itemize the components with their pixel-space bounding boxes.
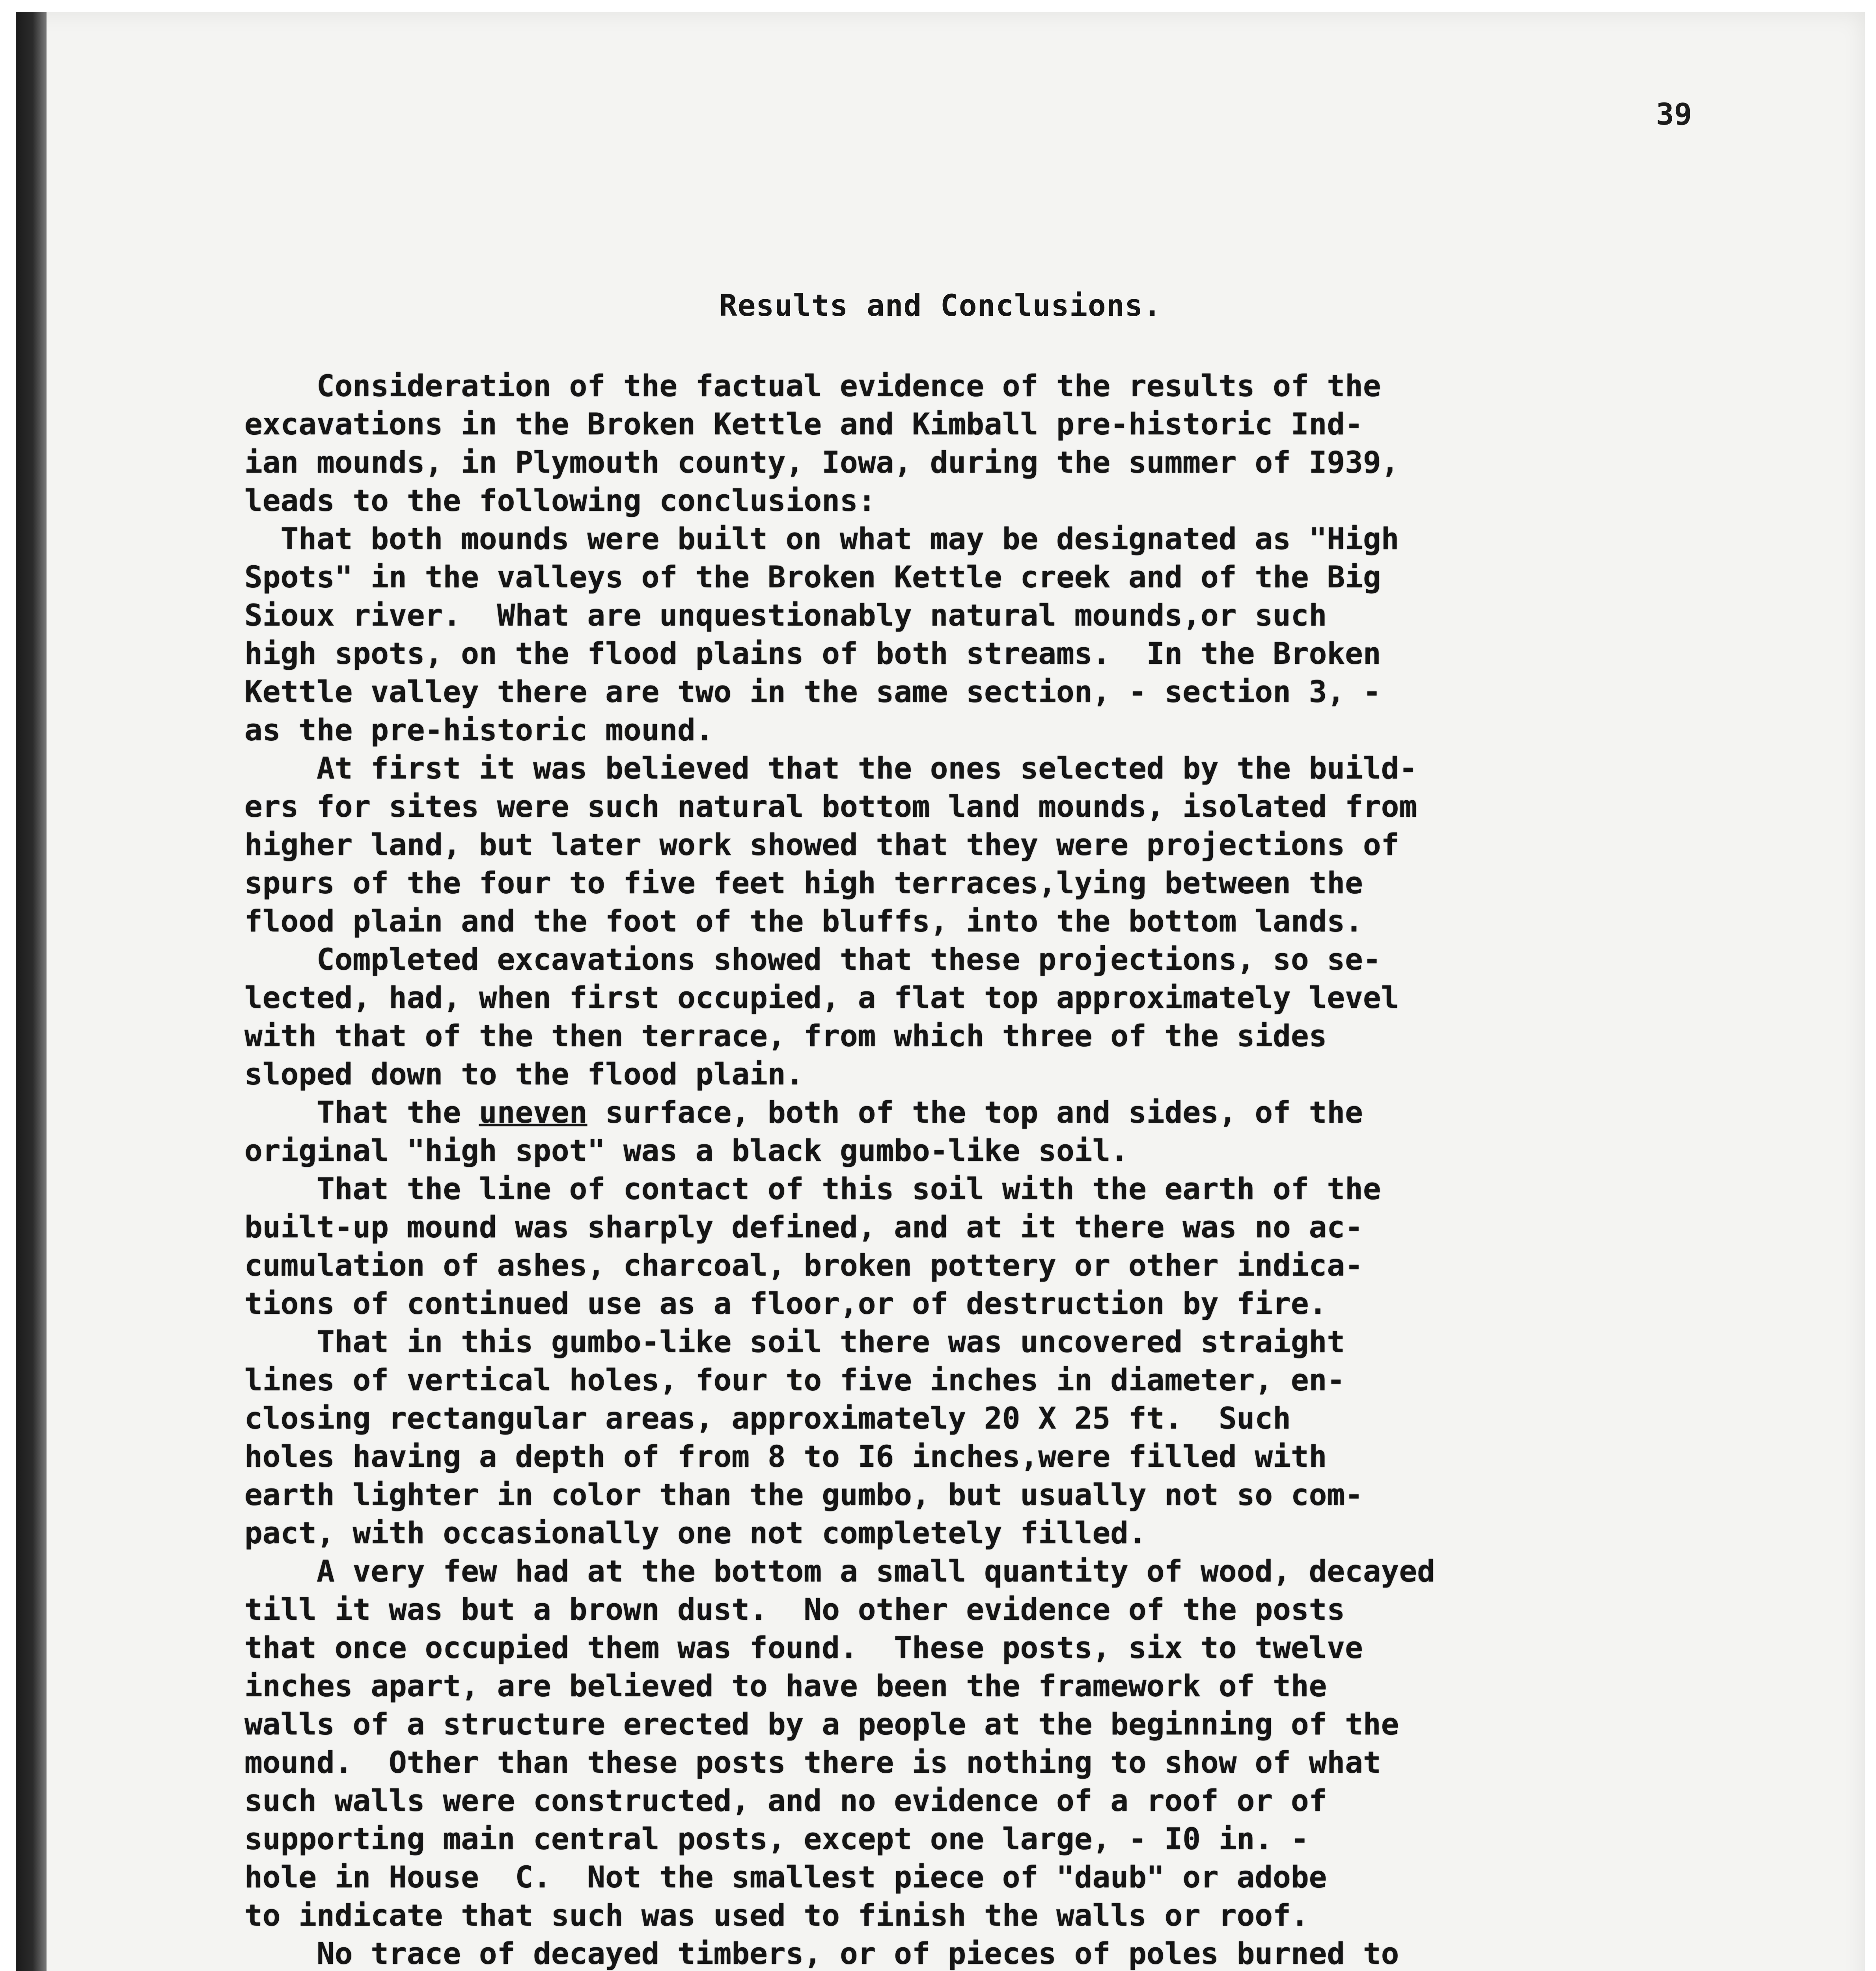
- text-line: spurs of the four to five feet high terraces,lying between the: [244, 865, 1363, 900]
- text-line: Spots" in the valleys of the Broken Kettle creek and of the Big: [244, 559, 1381, 594]
- text-line: holes having a depth of from 8 to I6 inches,were filled with: [244, 1439, 1327, 1474]
- text-line: That the line of contact of this soil with the earth of the: [244, 1171, 1381, 1206]
- text-line: to indicate that such was used to finish the walls or roof.: [244, 1898, 1309, 1933]
- text-line: mound. Other than these posts there is nothing to show of what: [244, 1745, 1381, 1780]
- text-line: with that of the then terrace, from which three of the sides: [244, 1018, 1327, 1053]
- body-text: [244, 367, 1782, 1971]
- text-line: inches apart, are believed to have been the framework of the: [244, 1668, 1327, 1703]
- text-line: walls of a structure erected by a people at the beginning of the: [244, 1706, 1399, 1742]
- text-line: high spots, on the flood plains of both streams. In the Broken: [244, 636, 1381, 671]
- text-line: flood plain and the foot of the bluffs, into the bottom lands.: [244, 904, 1363, 939]
- text-line: excavations in the Broken Kettle and Kimball pre-historic Ind-: [244, 406, 1363, 442]
- page-number: 39: [1656, 97, 1692, 132]
- text-line: ers for sites were such natural bottom land mounds, isolated from: [244, 789, 1417, 824]
- text-line: original "high spot" was a black gumbo-like soil.: [244, 1133, 1129, 1168]
- text-line: ian mounds, in Plymouth county, Iowa, during the summer of I939,: [244, 445, 1399, 480]
- text-line: closing rectangular areas, approximately 20 X 25 ft. Such: [244, 1401, 1291, 1436]
- text-line: Consideration of the factual evidence of the results of the: [244, 368, 1381, 403]
- text-line: higher land, but later work showed that they were projections of: [244, 827, 1399, 862]
- section-title: Results and Conclusions.: [719, 288, 1162, 323]
- line-start: That the: [244, 1095, 479, 1130]
- text-line: such walls were constructed, and no evidence of a roof or of: [244, 1783, 1327, 1818]
- underlined-word: uneven: [479, 1095, 587, 1130]
- text-line: sloped down to the flood plain.: [244, 1056, 804, 1092]
- document-page: [16, 12, 1865, 1971]
- text-line: that once occupied them was found. These posts, six to twelve: [244, 1630, 1363, 1665]
- text-line: pact, with occasionally one not completely filled.: [244, 1515, 1147, 1550]
- text-line: tions of continued use as a floor,or of destruction by fire.: [244, 1286, 1327, 1321]
- text-line: Sioux river. What are unquestionably natural mounds,or such: [244, 598, 1327, 633]
- text-line: as the pre-historic mound.: [244, 712, 714, 747]
- text-line: A very few had at the bottom a small quantity of wood, decayed: [244, 1554, 1435, 1589]
- text-line: At first it was believed that the ones selected by the build-: [244, 751, 1417, 786]
- text-line: Kettle valley there are two in the same section, - section 3, -: [244, 674, 1381, 709]
- text-line: No trace of decayed timbers, or of pieces of poles burned to: [244, 1936, 1399, 1971]
- text-line: hole in House C. Not the smallest piece of "daub" or adobe: [244, 1859, 1327, 1895]
- text-line: earth lighter in color than the gumbo, but usually not so com-: [244, 1477, 1363, 1512]
- text-line: That in this gumbo-like soil there was uncovered straight: [244, 1324, 1345, 1359]
- text-line: till it was but a brown dust. No other evidence of the posts: [244, 1592, 1345, 1627]
- text-line: supporting main central posts, except one large, - I0 in. -: [244, 1821, 1309, 1856]
- text-line-with-underline: [244, 1093, 1782, 1131]
- text-line: leads to the following conclusions:: [244, 483, 876, 518]
- text-line: lines of vertical holes, four to five inches in diameter, en-: [244, 1362, 1345, 1397]
- text-line: lected, had, when first occupied, a flat top approximately level: [244, 980, 1399, 1015]
- text-line: built-up mound was sharply defined, and at it there was no ac-: [244, 1209, 1363, 1244]
- text-line: cumulation of ashes, charcoal, broken pottery or other indica-: [244, 1248, 1363, 1283]
- text-line: That both mounds were built on what may be designated as "High: [244, 521, 1399, 556]
- text-line: Completed excavations showed that these projections, so se-: [244, 942, 1381, 977]
- line-rest: surface, both of the top and sides, of the: [587, 1095, 1363, 1130]
